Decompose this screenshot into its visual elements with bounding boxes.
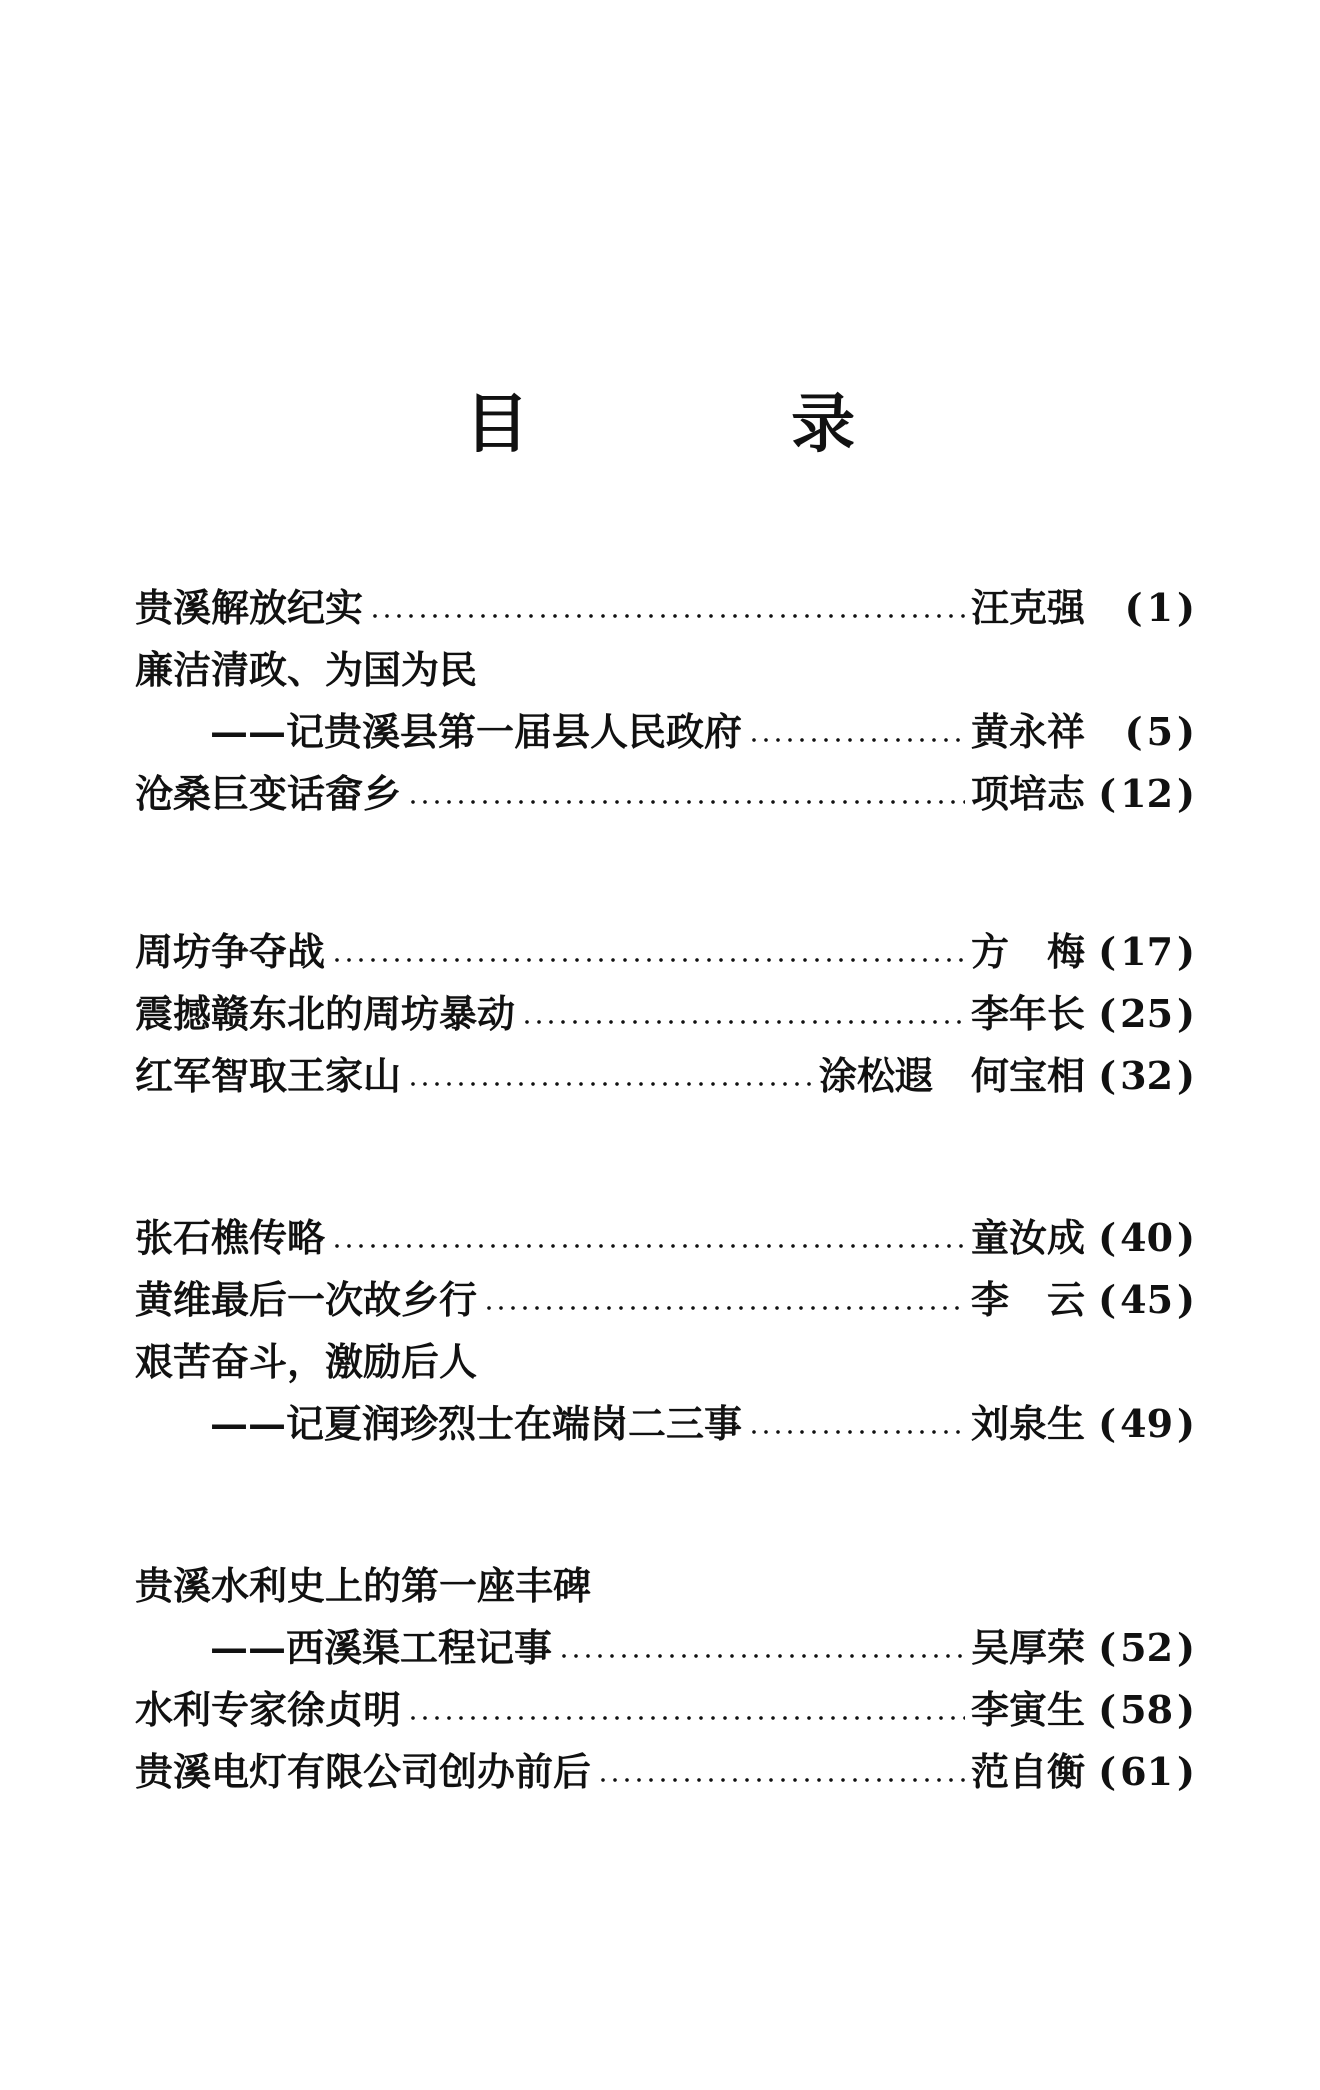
entry-subtitle: ——记贵溪县第一届县人民政府 bbox=[210, 709, 743, 754]
entry-author: 黄永祥 bbox=[970, 709, 1085, 754]
entry-author: 李年长 bbox=[970, 991, 1085, 1036]
entry-title: 沧桑巨变话畲乡 bbox=[135, 771, 402, 816]
entry-author: 范自衡 bbox=[970, 1749, 1085, 1794]
dot-leader bbox=[407, 1082, 813, 1086]
dot-leader bbox=[597, 1778, 965, 1782]
toc-entry bbox=[135, 640, 1195, 700]
toc-entry-subtitle bbox=[210, 702, 1195, 762]
entry-title: 艰苦奋斗，激励后人 bbox=[135, 1339, 478, 1384]
entry-title: 贵溪电灯有限公司创办前后 bbox=[135, 1749, 592, 1794]
toc-entry bbox=[135, 922, 1195, 982]
entry-page: ( 61 ) bbox=[1085, 1742, 1195, 1802]
entry-title: 贵溪解放纪实 bbox=[135, 585, 364, 630]
toc-entry bbox=[135, 1270, 1195, 1330]
dot-leader bbox=[558, 1654, 965, 1658]
entry-author: 李 云 bbox=[970, 1277, 1085, 1322]
entry-title: 黄维最后一次故乡行 bbox=[135, 1277, 478, 1322]
entry-author: 童汝成 bbox=[970, 1215, 1085, 1260]
toc-entry bbox=[135, 1742, 1195, 1802]
dot-leader bbox=[369, 614, 965, 618]
entry-page: ( 25 ) bbox=[1085, 984, 1195, 1044]
entry-author: 吴厚荣 bbox=[970, 1625, 1085, 1670]
toc-entry bbox=[135, 1556, 1195, 1616]
dot-leader bbox=[521, 1020, 965, 1024]
entry-page: ( 12 ) bbox=[1085, 764, 1195, 824]
entry-author: 涂松遐 何宝相 bbox=[818, 1053, 1085, 1098]
entry-author: 刘泉生 bbox=[970, 1401, 1085, 1446]
toc-entry bbox=[135, 1208, 1195, 1268]
entry-page: ( 52 ) bbox=[1085, 1618, 1195, 1678]
entry-title: 水利专家徐贞明 bbox=[135, 1687, 402, 1732]
toc-entry bbox=[135, 1680, 1195, 1740]
entry-title: 震撼赣东北的周坊暴动 bbox=[135, 991, 516, 1036]
entry-author: 方 梅 bbox=[970, 929, 1085, 974]
page-title: 目 录 bbox=[464, 387, 976, 462]
entry-title: 周坊争夺战 bbox=[135, 929, 326, 974]
entry-page: ( 40 ) bbox=[1085, 1208, 1195, 1268]
entry-author: 项培志 bbox=[970, 771, 1085, 816]
toc-entry bbox=[135, 984, 1195, 1044]
toc-entry bbox=[135, 578, 1195, 638]
entry-title: 张石樵传略 bbox=[135, 1215, 326, 1260]
toc-entry bbox=[135, 764, 1195, 824]
entry-subtitle: ——西溪渠工程记事 bbox=[210, 1625, 553, 1670]
entry-title: 廉洁清政、为国为民 bbox=[135, 647, 478, 692]
entry-author: 汪克强 bbox=[970, 585, 1085, 630]
entry-page: ( 1 ) bbox=[1085, 578, 1195, 638]
entry-page: ( 17 ) bbox=[1085, 922, 1195, 982]
entry-page: ( 5 ) bbox=[1085, 702, 1195, 762]
toc-entry-subtitle bbox=[210, 1618, 1195, 1678]
entry-title: 贵溪水利史上的第一座丰碑 bbox=[135, 1563, 592, 1608]
dot-leader bbox=[407, 800, 965, 804]
dot-leader bbox=[331, 1244, 965, 1248]
toc-entry-subtitle bbox=[210, 1394, 1195, 1454]
dot-leader bbox=[407, 1716, 965, 1720]
entry-page: ( 32 ) bbox=[1085, 1046, 1195, 1106]
entry-title: 红军智取王家山 bbox=[135, 1053, 402, 1098]
dot-leader bbox=[748, 1430, 965, 1434]
entry-author: 李寅生 bbox=[970, 1687, 1085, 1732]
entry-subtitle: ——记夏润珍烈士在端岗二三事 bbox=[210, 1401, 743, 1446]
entry-page: ( 58 ) bbox=[1085, 1680, 1195, 1740]
toc-entry bbox=[135, 1046, 1195, 1106]
dot-leader bbox=[331, 958, 965, 962]
toc-entry bbox=[135, 1332, 1195, 1392]
entry-page: ( 49 ) bbox=[1085, 1394, 1195, 1454]
entry-page: ( 45 ) bbox=[1085, 1270, 1195, 1330]
dot-leader bbox=[483, 1306, 965, 1310]
dot-leader bbox=[748, 738, 965, 742]
